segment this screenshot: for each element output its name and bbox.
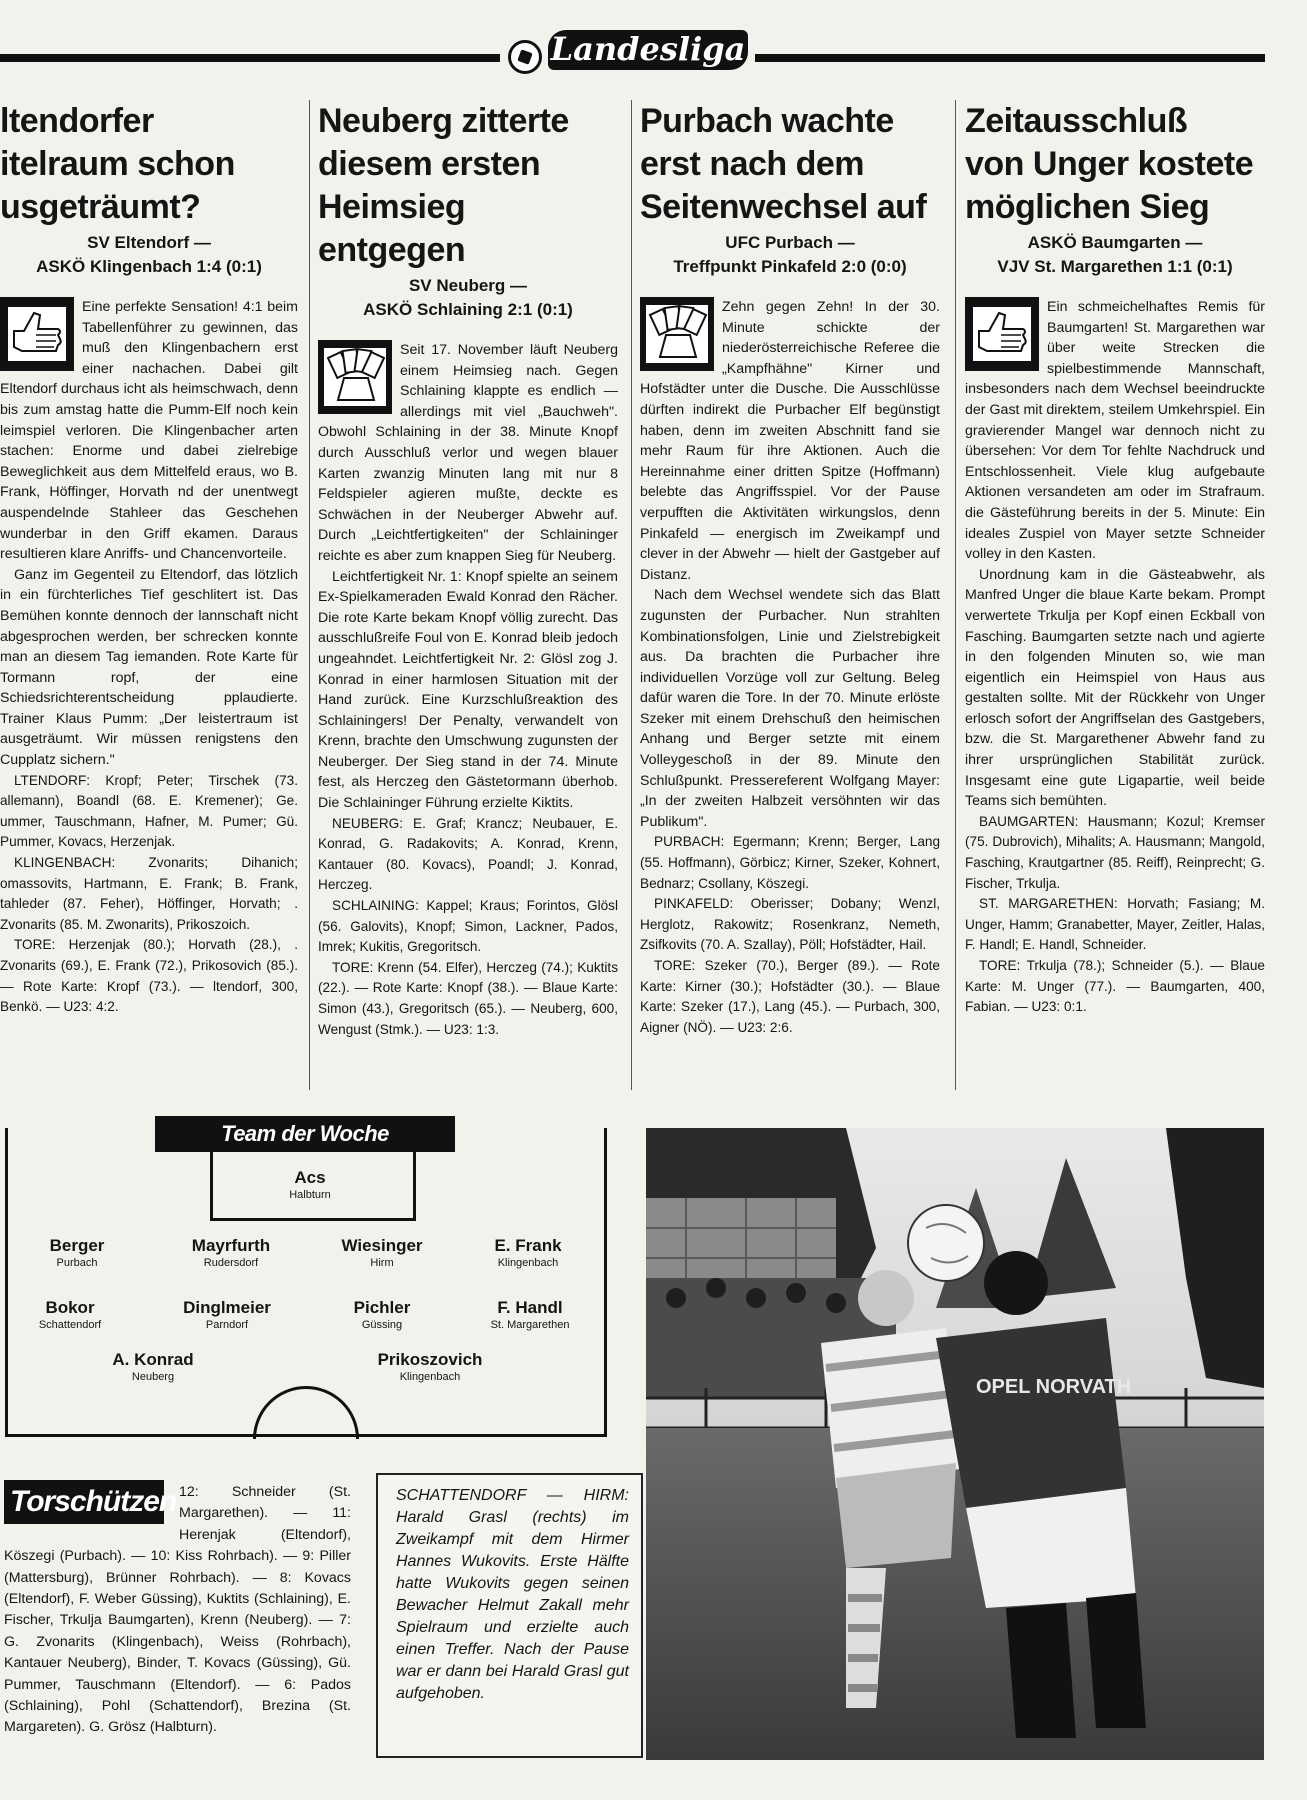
red-card-hand-icon [640,297,714,371]
article-eltendorf [0,100,298,1018]
match-teams [965,231,1265,279]
jersey-sponsor-text: OPEL NORVATH [976,1376,1132,1398]
player [448,1236,608,1270]
article-paragraph: Zehn gegen Zehn! In der 30. Minute schickte der niederösterreichische Referee die „Kampfhähne" Kirner und Hofstädter unter die Dusche. Die Ausschlüsse dürften indirekt die Purbacher Elf begünstigt haben, denn im zweiten Abschnitt fand sie mehr Raum für ihre Aktionen. Auch die Hereinnahme einer dritten Spitze (Hoffmann) belebte das Angriffsspiel. Vor der Pause verpufften die Aktivitäten wirkungslos, denn Pinkafeld — energisch im Zweikampf und clever in der Abwehr — hielt der Gastgeber auf Distanz. [640,299,940,583]
player [450,1298,610,1332]
player-name: E. Frank [494,1236,562,1255]
home-team: SV Neuberg — [408,276,528,295]
away-team-score: VJV St. Margarethen 1:1 (0:1) [997,257,1233,276]
article-paragraph: Eine perfekte Sensation! 4:1 beim Tabellenführer zu gewinnen, das muß den Klingenbachern erst einer nachachen. Dabei gilt Eltendorf durchaus icht als heimschwach, denn bis zum amstag hatte die Pumm-Elf noch kein leimspiel verloren. Die Klingenbacher arten stachen: Enorme und dabei zielrebige Beweglichkeit aus dem Mittelfeld eraus, wo B. Frank, Höffinger, Horvath nd der unentwegt auspendelnde Stahleer das Geschehen wunderbar in den Griff ekamen. Daraus resultieren klare Anriffs- und Chancenvorteile. [0,299,298,563]
caption-text: SCHATTENDORF — HIRM: Harald Grasl (rechts) im Zweikampf mit dem Hirmer Hannes Wukovits. Erste Hälfte hatte Wukovits gegen seinen Bewacher Helmut Zakall mehr Spielraum und erzielte auch einen Treffer. Nach der Pause war er dann bei Harald Grasl gut aufgehoben. [396,1487,629,1702]
red-card-hand-icon [318,340,392,414]
away-team-score: Treffpunkt Pinkafeld 2:0 (0:0) [673,257,907,276]
article-body [318,340,618,1040]
lineup-away: PINKAFELD: Oberisser; Dobany; Wenzl, Herglotz, Rakowitz; Rosenkranz, Nemeth, Zsifkovits (70. A. Szallay), Pöll; Hofstädter, Hail. [640,896,940,953]
article-paragraph: Unordnung kam in die Gästeabwehr, als Manfred Unger die blaue Karte bekam. Prompt verwertete Trkulja per Kopf einen Eckball von Fasching. Baumgarten setzte nach und agierte in den folgenden Minuten so, wie man eigentlich ein Heimspiel von Haus aus gestalten sollte. Mit der Rückkehr von Unger erlosch sofort der Angriffselan des Gastgebers, bzw. die St. Margarethener Abwehr fand zu ihrer ursprünglichen Stabilität zurück. Insgesamt eine gute Ligapartie, weil beide Teams sich bemühten. [965,566,1265,810]
player-club: Rudersdorf [203,1257,259,1269]
article-neuberg [318,100,618,1040]
goals-summary: TORE: Szeker (70.), Berger (89.). — Rote Karte: Kirner (30.); Hofstädter (30.). — Blaue Karte: Szeker (17.), Lang (45.). — Purbach, 300, Aigner (NÖ). — U23: 2:6. [640,958,940,1035]
lineup-away: SCHLAINING: Kappel; Kraus; Forintos, Glösl (56. Galovits), Knopf; Simon, Lackner, Pados, Imrek; Kukitis, Gregoritsch. [318,898,618,955]
player-name: Prikoszovich [377,1350,483,1369]
article-headline: Neuberg zitterte diesem ersten Heimsieg entgegen [318,102,569,269]
player-name: Berger [49,1236,105,1255]
player-name: Pichler [353,1298,411,1317]
home-team: UFC Purbach — [725,233,855,252]
player [73,1350,233,1384]
lineup-home: BAUMGARTEN: Hausmann; Kozul; Kremser (75. Dubrovich), Mihalits; A. Hausmann; Mangold, Fasching, Krautgartner (85. Reiff), Reinprecht; G. Fischer, Trkulja. [965,813,1265,891]
player-name: Mayrfurth [191,1236,271,1255]
article-headline: Zeitausschluß von Unger kostete möglichen Sieg [965,102,1254,226]
lineup-away: ST. MARGARETHEN: Horvath; Fasiang; M. Unger, Hamm; Granabetter, Mayer, Zeitler, Halas, F. Handl; E. Handl, Schneider. [965,896,1265,953]
player-name: F. Handl [497,1298,563,1317]
article-paragraph: Ein schmeichelhaftes Remis für Baumgarten! St. Margarethen war über weite Strecken die spielbestimmende Mannschaft, insbesonders nach dem Wechsel beeindruckte der Gast mit direktem, steilem Umkehrspiel. Ein gravierender Mangel war dennoch nicht zu übersehen: Vor dem Tor fehlte Nachdruck und Entschlossenheit. Viele klug aufgebaute Aktionen versandeten am oder im Strafraum. die Gästeführung bereits in der 5. Minute: Ein ideales Zuspiel von Mayer setzte Schneider volley in den Kasten. [965,299,1265,563]
player-club: Neuberg [131,1371,175,1383]
goals-summary: TORE: Herzenjak (80.); Horvath (28.), . Zvonarits (69.), E. Frank (72.), Prikosovich (85.). — Rote Karte: Kropf (73.). — ltendorf, 300, Benkö. — U23: 4:2. [0,937,298,1015]
column-divider [309,100,310,1090]
player [302,1298,462,1332]
lineup-home: LTENDORF: Kropf; Peter; Tirschek (73. allemann), Boandl (68. E. Kremener); Ge. ummer, Tauschmann, Hafner, M. Pumer; Gü. Pummer, Kovacs, Herzenjak. [0,772,298,850]
article-body [965,297,1265,1018]
lineup-home: NEUBERG: E. Graf; Krancz; Neubauer, E. Konrad, G. Radakovits; A. Konrad, Krenn, Kantauer (80. Kovacs), Poandl; J. Konrad, Herczeg. [318,815,618,893]
article-baumgarten [965,100,1265,1018]
team-of-the-week [5,1121,605,1438]
header-rule-right [755,54,1265,62]
article-purbach [640,100,940,1038]
photo-caption [376,1473,643,1758]
player-name: Wiesinger [341,1236,423,1255]
center-circle-arc [253,1386,359,1492]
player [0,1236,157,1270]
header-rule-left [0,54,500,62]
article-headline: Purbach wachte erst nach dem Seitenwechsel auf [640,102,927,226]
player [151,1236,311,1270]
player-club: Hirm [370,1257,394,1269]
home-team: SV Eltendorf — [87,233,211,252]
player [302,1236,462,1270]
player [0,1298,150,1332]
player-club: Güssing [361,1319,403,1331]
player-name: Bokor [45,1298,95,1317]
lineup-away: KLINGENBACH: Zvonarits; Dihanich; omassovits, Hartmann, E. Frank; B. Frank, tahleder (87. Feher), Höffinger, Horvath; . Zvonarits (85. M. Zwonarits), Prikoszoich. [0,855,298,932]
match-teams [640,231,940,279]
goals-summary: TORE: Krenn (54. Elfer), Herczeg (74.); Kuktits (22.). — Rote Karte: Knopf (38.). — Blaue Karte: Simon (43.), Gregoritsch (65.). — Neuberg, 600, Wengust (Stmk.). — U23: 1:3. [318,959,618,1037]
team-of-week-title: Team der Woche [155,1116,455,1152]
player [147,1298,307,1332]
thumbs-up-icon [965,297,1039,371]
player-club: Purbach [56,1257,98,1269]
column-divider [955,100,956,1090]
goals-summary: TORE: Trkulja (78.); Schneider (5.). — Blaue Karte: M. Unger (77.). — Baumgarten, 400, Fabian. — U23: 0:1. [965,958,1265,1015]
top-scorers-title: Torschützen [4,1480,164,1524]
column-divider [631,100,632,1090]
player-goalkeeper [230,1168,390,1202]
article-body [640,297,940,1038]
article-paragraph: Ganz im Gegenteil zu Eltendorf, das lötzlich in ein fürchterliches Tief geschlitert ist. Das Bemühen konnte dennoch der lannschaft nicht abgesprochen werden, ber schrecken konnte man an diesem Tag iemanden. Rote Karte für Tormann ropf, der eine Schiedsrichterentscheidung pplaudierte. Trainer Klaus Pumm: „Der leistertraum ist ausgeträumt. Wir müssen renigstens den Cupplatz sichern." [0,566,298,769]
player-club: Klingenbach [399,1371,461,1383]
player-club: St. Margarethen [490,1319,570,1331]
player-name: Acs [294,1168,326,1187]
player-club: Klingenbach [497,1257,559,1269]
section-title: Landesliga [548,30,748,70]
away-team-score: ASKÖ Schlaining 2:1 (0:1) [363,300,573,319]
match-photo [646,1128,1264,1760]
player-name: A. Konrad [112,1350,194,1369]
player [350,1350,510,1384]
player-club: Schattendorf [38,1319,102,1331]
match-teams [0,231,298,279]
thumbs-up-icon [0,297,74,371]
football-players-photo [646,1128,1264,1760]
section-header [0,30,1265,68]
player-club: Halbturn [289,1189,331,1201]
article-paragraph: Leichtfertigkeit Nr. 1: Knopf spielte an seinem Ex-Spielkameraden Ewald Konrad den Rächer. Die rote Karte bekam Knopf völlig zurecht. Das ausschlußreife Foul von E. Konrad bleib jedoch ungeahndet. Leichtfertigkeit Nr. 2: Glösl zog J. Konrad in einer harmlosen Situation mit der Hand zurück. Eine Kurzschlußreaktion des Schlainingers! Der Penalty, verwandelt von Krenn, brachte den Umschwung zugunsten der Neuberger. Der Sieg stand in der 74. Minute fest, als Herczeg den Gästetormann überhob. Die Schlaininger Führung erzielte Kiktits. [318,568,618,812]
match-teams [318,274,618,322]
home-team: ASKÖ Baumgarten — [1027,233,1203,252]
article-paragraph: Seit 17. November läuft Neuberg einem Heimsieg nach. Gegen Schlaining klappte es endlich — allerdings mit viel „Bauchweh". Obwohl Schlaining in der 38. Minute Knopf durch Ausschluß verlor und wegen blauer Karten zwanzig Minuten lang mit nur 8 Feldspieler agieren mußte, deckte es Schwächen in der Neuberger Abwehr auf. Durch „Leichtfertigkeiten" der Schlaininger reichte es aber zum knappen Sieg für Neuberg. [318,342,618,564]
article-body [0,297,298,1018]
article-headline: ltendorfer itelraum schon usgeträumt? [0,102,235,226]
article-paragraph: Nach dem Wechsel wendete sich das Blatt zugunsten der Purbacher. Nun strahlten Kombinationsfolgen, Linie und Zielstrebigkeit aus. Da brachten die Purbacher ihre individuellen Vorzüge voll zur Geltung. Beleg dafür waren die Tore. In der 70. Minute erlöste Szeker mit einem Drehschuß den heimischen Anhang und Berger setzte mit einem Volleygeschoß in der 89. Minute den Schlußpunkt. Pressereferent Wolfgang Mayer: „In der zweiten Halbzeit versöhnten wir das Publikum". [640,587,940,830]
lineup-home: PURBACH: Egermann; Krenn; Berger, Lang (55. Hoffmann), Görbicz; Kirner, Szeker, Kohnert, Bednarz; Csollany, Köszegi. [640,834,940,891]
away-team-score: ASKÖ Klingenbach 1:4 (0:1) [36,257,262,276]
scorers-list: 12: Schneider (St. Margarethen). — 11: Herenjak (Eltendorf), Köszegi (Purbach). — 10: Kiss Rohrbach). — 9: Piller (Mattersburg), Brünner Rohrbach). — 8: Kovacs (Eltendorf), F. Weber Güssing), Kuktits (Schlaining), E. Fischer, Trkulja Baumgarten), Krenn (Neuberg). — 7: G. Zvonarits (Klingenbach), Weiss (Rohrbach), Kantauer Neuberg), Binder, T. Kovacs (Güssing), Gü. Pummer, Tauschmann (Eltendorf). — 6: Pados (Schlaining), Pohl (Schattendorf), Brezina (St. Margareten). G. Grösz (Halbturn). [4,1484,351,1736]
football-icon [508,40,542,74]
player-name: Dinglmeier [183,1298,271,1317]
player-club: Parndorf [205,1319,249,1331]
